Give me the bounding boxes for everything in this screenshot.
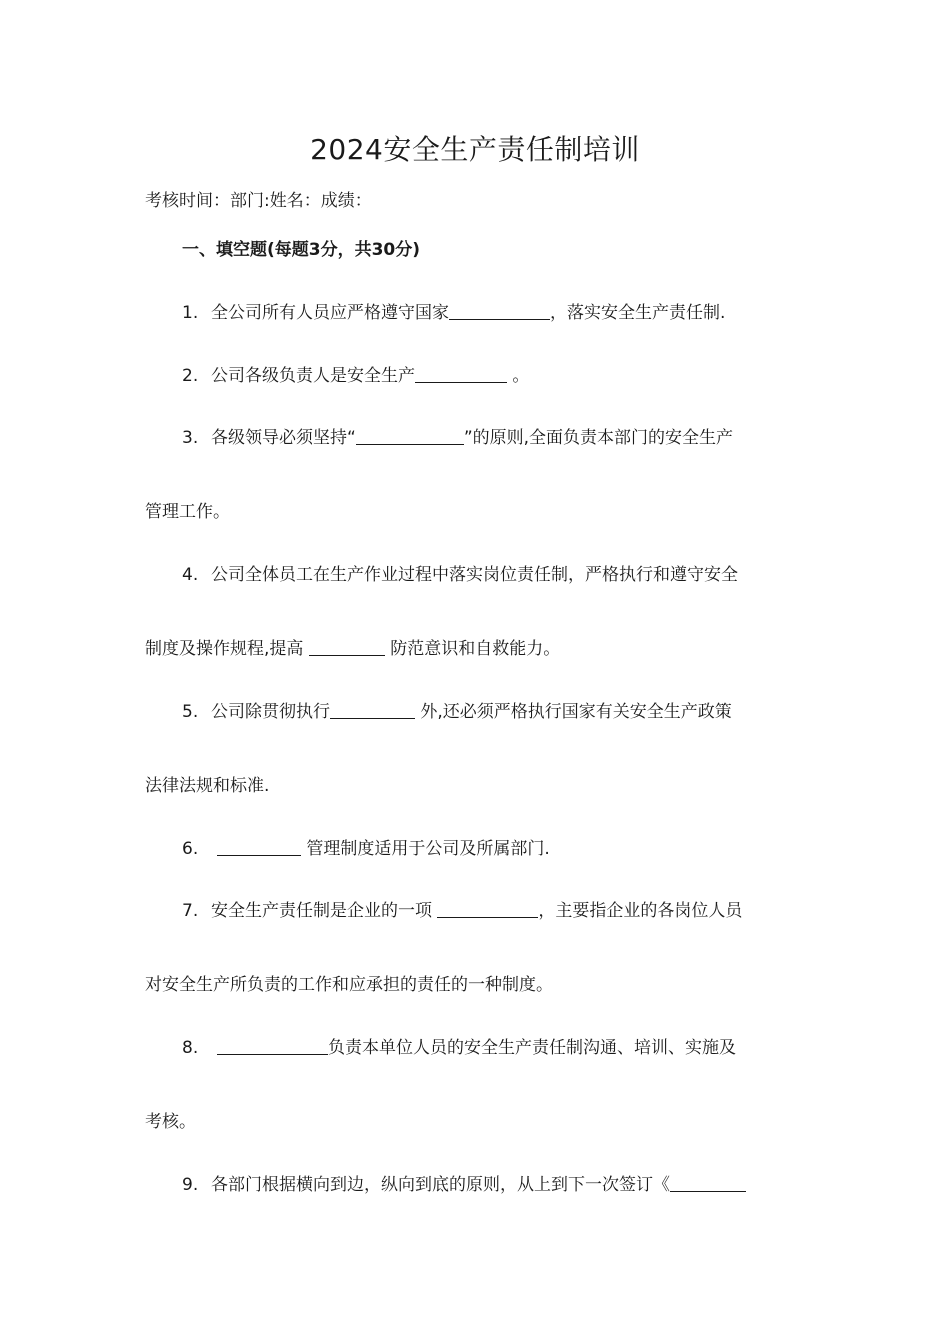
answer-blank[interactable] bbox=[356, 426, 464, 445]
question-3 bbox=[182, 425, 733, 451]
question-text: 防范意识和自救能力。 bbox=[384, 639, 561, 659]
question-text: 管理制度适用于公司及所属部门. bbox=[301, 839, 550, 859]
answer-blank[interactable] bbox=[437, 899, 538, 918]
question-8 bbox=[182, 1035, 736, 1061]
question-number: 7. bbox=[182, 901, 199, 921]
question-4-continuation bbox=[145, 636, 560, 662]
page-title: 2024安全生产责任制培训 bbox=[310, 133, 640, 166]
question-text: 安全生产责任制是企业的一项 bbox=[211, 901, 438, 921]
question-text: ”的原则,全面负责本部门的安全生产 bbox=[463, 428, 734, 448]
question-text: 外,还必须严格执行国家有关安全生产政策 bbox=[415, 702, 732, 722]
question-number: 2. bbox=[182, 366, 199, 386]
answer-blank[interactable] bbox=[217, 837, 301, 856]
question-text: 公司各级负责人是安全生产 bbox=[211, 366, 415, 386]
question-text: 公司除贯彻执行 bbox=[211, 702, 330, 722]
question-3-continuation: 管理工作。 bbox=[145, 502, 230, 522]
question-number: 8. bbox=[182, 1038, 199, 1058]
question-4 bbox=[182, 562, 738, 588]
answer-blank[interactable] bbox=[309, 637, 385, 656]
answer-blank[interactable] bbox=[449, 301, 550, 320]
question-number: 4. bbox=[182, 565, 199, 585]
question-5-continuation: 法律法规和标准. bbox=[145, 776, 270, 796]
question-2 bbox=[182, 363, 529, 389]
question-5 bbox=[182, 699, 732, 725]
question-number: 1. bbox=[182, 303, 199, 323]
question-9 bbox=[182, 1172, 746, 1198]
question-8-continuation: 考核。 bbox=[145, 1112, 196, 1132]
question-text: 。 bbox=[507, 366, 530, 386]
question-text: 各部门根据横向到边，纵向到底的原则，从上到下一次签订《 bbox=[211, 1175, 670, 1195]
question-text: 各级领导必须坚持“ bbox=[211, 428, 356, 448]
question-number: 5. bbox=[182, 702, 199, 722]
question-text: 公司全体员工在生产作业过程中落实岗位责任制，严格执行和遵守安全 bbox=[211, 565, 738, 585]
question-7 bbox=[182, 898, 742, 924]
answer-blank[interactable] bbox=[217, 1036, 328, 1055]
section-heading: 一、填空题(每题3分，共30分) bbox=[182, 240, 421, 260]
answer-blank[interactable] bbox=[415, 364, 507, 383]
question-7-continuation: 对安全生产所负责的工作和应承担的责任的一种制度。 bbox=[145, 975, 553, 995]
question-number: 9. bbox=[182, 1175, 199, 1195]
question-text: ，主要指企业的各岗位人员 bbox=[538, 901, 743, 921]
question-number: 6. bbox=[182, 839, 199, 859]
question-text: 制度及操作规程,提高 bbox=[145, 639, 309, 659]
answer-blank[interactable] bbox=[670, 1173, 746, 1192]
question-6 bbox=[182, 836, 550, 862]
question-text: 负责本单位人员的安全生产责任制沟通、培训、实施及 bbox=[328, 1038, 736, 1058]
exam-info-line: 考核时间：部门:姓名：成绩： bbox=[145, 191, 372, 211]
question-1 bbox=[182, 300, 725, 326]
question-text: ，落实安全生产责任制. bbox=[550, 303, 726, 323]
question-number: 3. bbox=[182, 428, 199, 448]
question-text: 全公司所有人员应严格遵守国家 bbox=[211, 303, 449, 323]
answer-blank[interactable] bbox=[330, 700, 415, 719]
